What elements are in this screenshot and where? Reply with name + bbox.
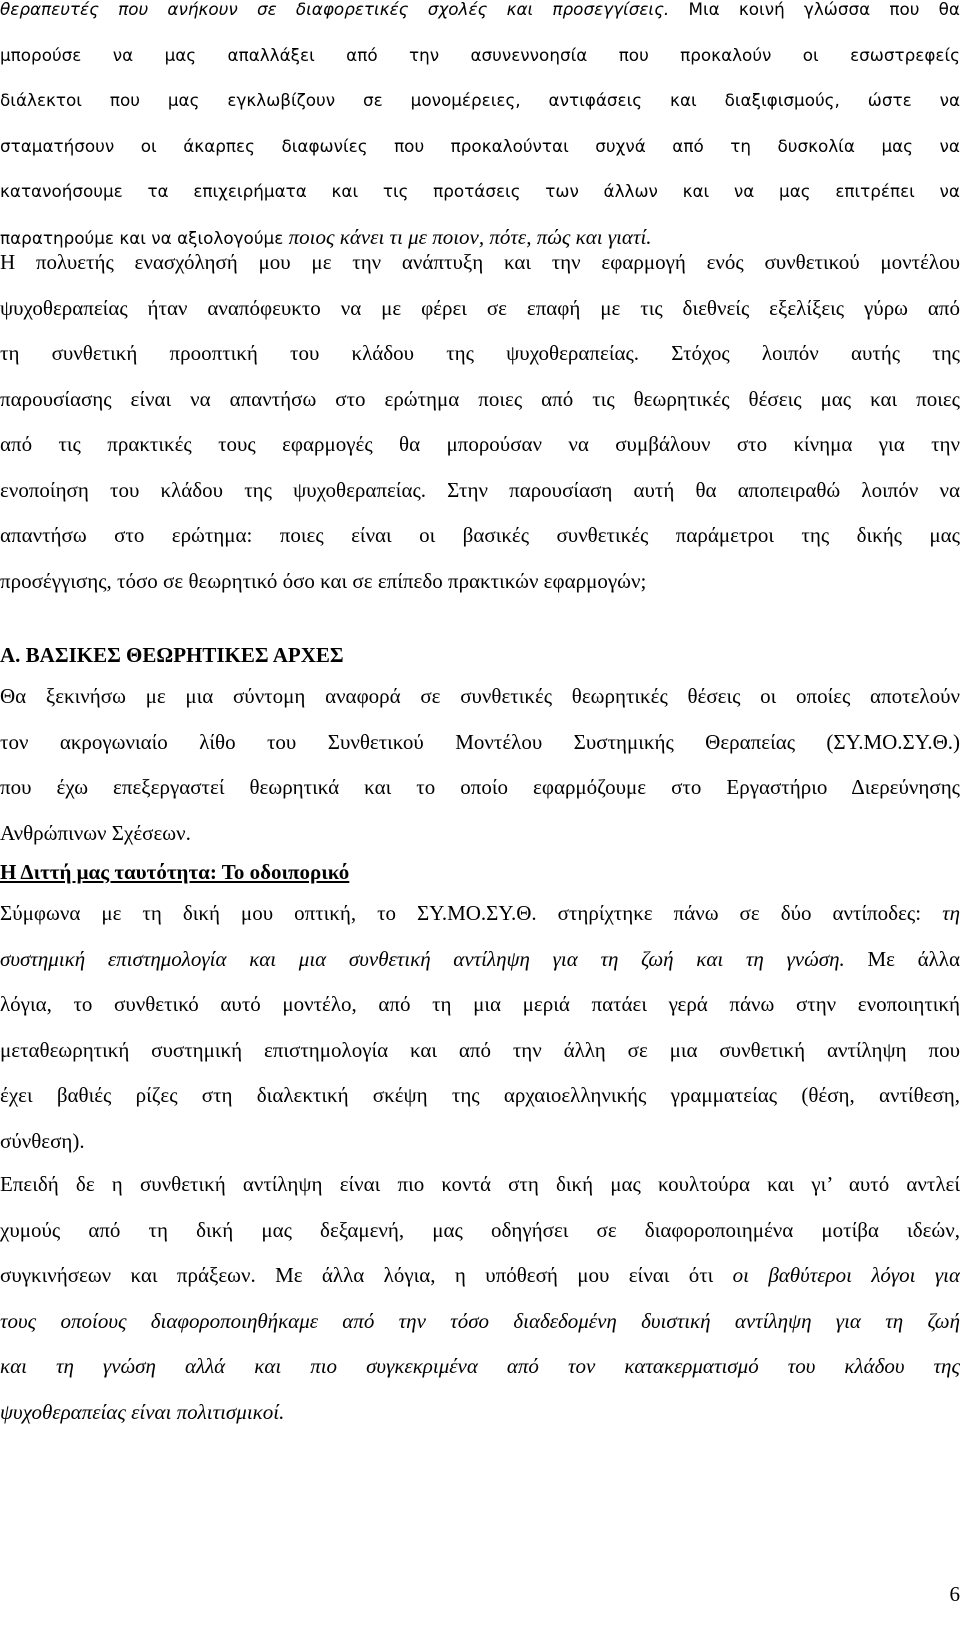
text-line: λόγια, το συνθετικό αυτό μοντέλο, από τη μια μεριά πατάει γερά πάνω στην ενοποιητική: [0, 992, 960, 1016]
text-line: κατανοήσουμε τα επιχειρήματα και τις προτάσεις των άλλων και να μας επιτρέπει να: [0, 181, 960, 201]
text-line: που έχω επεξεργαστεί θεωρητικά και το οποίο εφαρμόζουμε στο Εργαστήριο Διερεύνησης: [0, 775, 960, 799]
text-line: σταματήσουν οι άκαρπες διαφωνίες που προκαλούνται συχνά από τη δυσκολία μας να: [0, 135, 960, 156]
text-line: προσέγγισης, τόσο σε θεωρητικό όσο και σε επίπεδο πρακτικών εφαρμογών;: [0, 568, 647, 593]
text-line: ψυχοθεραπείας είναι πολιτισμικοί.: [0, 1399, 285, 1424]
text-line: παρατηρούμε και να αξιολογούμε ποιος κάνει τι με ποιον, πότε, πώς και γιατί.: [0, 224, 652, 249]
text-line: συστημική επιστημολογία και μια συνθετική αντίληψη για τη ζωή και τη γνώση. Με άλλα: [0, 946, 960, 971]
text-line: χυμούς από τη δική μας δεξαμενή, μας οδηγήσει σε διαφοροποιημένα μοτίβα ιδεών,: [0, 1217, 960, 1242]
text-line: συγκινήσεων και πράξεων. Με άλλα λόγια, η υπόθεσή μου είναι ότι οι βαθύτεροι λόγοι για: [0, 1263, 960, 1287]
text-line: τους οποίους διαφοροποιηθήκαμε από την τόσο διαδεδομένη δυιστική αντίληψη για τη ζωή: [0, 1308, 960, 1333]
text-line: παρουσίασης είναι να απαντήσω στο ερώτημα ποιες από τις θεωρητικές θέσεις μας και ποιες: [0, 386, 960, 411]
text-line: Επειδή δε η συνθετική αντίληψη είναι πιο κοντά στη δική μας κουλτούρα και γι’ αυτό αντλεί: [0, 1172, 960, 1196]
intro-paragraph: [0, 0, 960, 260]
text-line: τη συνθετική προοπτική του κλάδου της ψυχοθεραπείας. Στόχος λοιπόν αυτής της: [0, 341, 960, 365]
text-line: Σύμφωνα με τη δική μου οπτική, το ΣΥ.ΜΟ.ΣΥ.Θ. στηρίχτηκε πάνω σε δύο αντίποδες: τη: [0, 901, 960, 925]
text-line: ενοποίηση του κλάδου της ψυχοθεραπείας. Στην παρουσίαση αυτή θα αποπειραθώ λοιπόν να: [0, 477, 960, 502]
text-line: ψυχοθεραπείας ήταν αναπόφευκτο να με φέρει σε επαφή με τις διεθνείς εξελίξεις γύρω από: [0, 295, 960, 320]
text-line: έχει βαθιές ρίζες στη διαλεκτική σκέψη της αρχαιοελληνικής γραμματείας (θέση, αντίθεση,: [0, 1083, 960, 1107]
paragraph-practice: [0, 240, 960, 604]
text-line: μπορούσε να μας απαλλάξει από την ασυνεννοησία που προκαλούν οι εσωστρεφείς: [0, 44, 960, 65]
page-number: 6: [949, 1582, 960, 1606]
paragraph-culture: [0, 1162, 960, 1435]
paragraph-identity: [0, 891, 960, 1164]
text-line: θεραπευτές που ανήκουν σε διαφορετικές σχολές και προσεγγίσεις. Μια κοινή γλώσσα που θα: [0, 0, 960, 19]
section-heading-a: Α. ΒΑΣΙΚΕΣ ΘΕΩΡΗΤΙΚΕΣ ΑΡΧΕΣ: [0, 643, 344, 667]
paragraph-section-a: [0, 674, 960, 856]
text-line: Η πολυετής ενασχόλησή μου με την ανάπτυξη και την εφαρμογή ενός συνθετικού μοντέλου: [0, 250, 960, 274]
text-line: διάλεκτοι που μας εγκλωβίζουν σε μονομέρειες, αντιφάσεις και διαξιφισμούς, ώστε να: [0, 90, 960, 110]
text-line: και τη γνώση αλλά και πιο συγκεκριμένα από τον κατακερματισμό του κλάδου της: [0, 1354, 960, 1378]
text-line: Ανθρώπινων Σχέσεων.: [0, 820, 191, 845]
text-line: σύνθεση).: [0, 1128, 85, 1153]
text-line: από τις πρακτικές τους εφαρμογές θα μπορούσαν να συμβάλουν στο κίνημα για την: [0, 432, 960, 456]
text-line: απαντήσω στο ερώτημα: ποιες είναι οι βασικές συνθετικές παράμετροι της δικής μας: [0, 523, 960, 547]
text-line: τον ακρογωνιαίο λίθο του Συνθετικού Μοντέλου Συστημικής Θεραπείας (ΣΥ.ΜΟ.ΣΥ.Θ.): [0, 729, 960, 754]
text-line: Θα ξεκινήσω με μια σύντομη αναφορά σε συνθετικές θεωρητικές θέσεις οι οποίες αποτελούν: [0, 684, 960, 708]
section-heading-identity: Η Διττή μας ταυτότητα: Το οδοιπορικό: [0, 860, 350, 884]
text-line: μεταθεωρητική συστημική επιστημολογία και από την άλλη σε μια συνθετική αντίληψη που: [0, 1037, 960, 1062]
